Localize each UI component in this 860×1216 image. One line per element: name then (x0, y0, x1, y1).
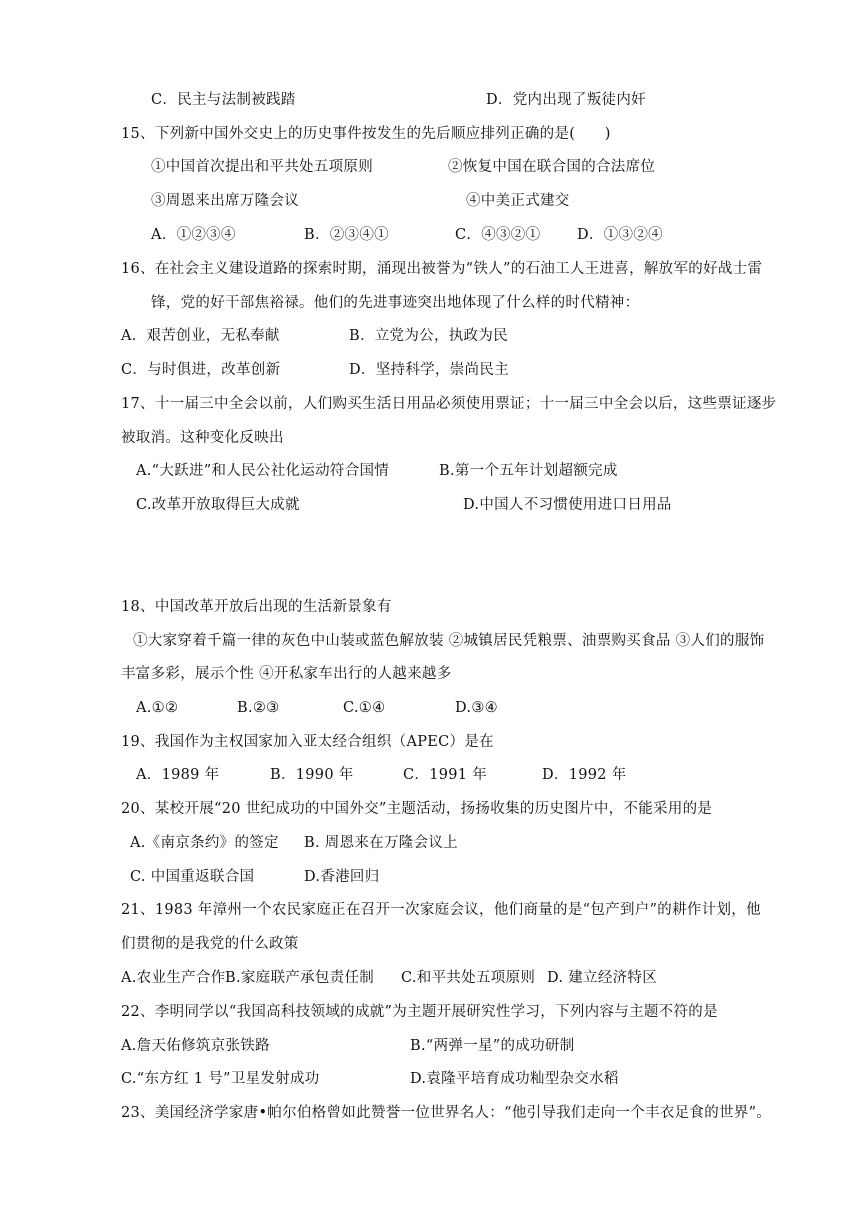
q21-stem-line-2: 们贯彻的是我党的什么政策 (121, 936, 299, 952)
q19-stem: 19、我国作为主权国家加入亚太经合组织（APEC）是在 (121, 734, 494, 750)
q15-item-2: ②恢复中国在联合国的合法席位 (448, 159, 656, 175)
q21-option-b: B.家庭联产承包责任制 (225, 970, 375, 986)
q19-option-c: C．1991 年 (403, 767, 488, 783)
q18-items-line-2: 丰富多彩，展示个性 ④开私家车出行的人越来越多 (121, 666, 452, 682)
q16-option-a: A．艰苦创业，无私奉献 (121, 328, 280, 344)
q17-option-b: B.第一个五年计划超额完成 (439, 463, 618, 479)
q21-stem-line-1: 21、1983 年漳州一个农民家庭正在召开一次家庭会议，他们商量的是“包产到户”的耕作计划，他 (121, 902, 761, 918)
q20-option-d: D.香港回归 (304, 869, 380, 885)
q19-option-d: D．1992 年 (542, 767, 627, 783)
q18-items-line-1: ①大家穿着千篇一律的灰色中山装或蓝色解放装 ②城镇居民凭粮票、油票购买食品 ③人们的服饰 (133, 633, 765, 649)
q23-stem: 23、美国经济学家唐•帕尔伯格曾如此赞誉一位世界名人：“他引导我们走向一个丰衣足食的世界”。 (121, 1105, 772, 1121)
q15-item-3: ③周恩来出席万隆会议 (151, 193, 299, 209)
q22-option-d: D.袁隆平培育成功籼型杂交水稻 (410, 1071, 619, 1087)
q16-option-c: C．与时俱进，改革创新 (121, 362, 281, 378)
q15-option-c: C．④③②① (455, 227, 541, 243)
q18-option-c: C.①④ (343, 700, 386, 716)
q18-option-a: A.①② (136, 700, 179, 716)
q22-option-b: B.“两弹一星”的成功研制 (410, 1038, 575, 1054)
q22-option-a: A.詹天佑修筑京张铁路 (121, 1038, 270, 1054)
q14-option-c: C．民主与法制被践踏 (151, 92, 296, 108)
q21-option-c: C.和平共处五项原则 (401, 970, 536, 986)
q15-option-d: D．①③②④ (577, 227, 663, 243)
q20-option-b: B. 周恩来在万隆会议上 (304, 835, 458, 851)
q21-option-d: D. 建立经济特区 (547, 970, 658, 986)
q18-option-b: B.②③ (237, 700, 280, 716)
q16-option-d: D．坚持科学，崇尚民主 (349, 362, 509, 378)
q17-stem-line-1: 17、十一届三中全会以前，人们购买生活日用品必须使用票证；十一届三中全会以后，这些票证逐步 (121, 396, 777, 412)
q15-option-a: A．①②③④ (151, 227, 236, 243)
q16-stem-line-2: 锋，党的好干部焦裕禄。他们的先进事迹突出地体现了什么样的时代精神： (151, 295, 640, 311)
q17-option-a: A.“大跃进”和人民公社化运动符合国情 (136, 463, 390, 479)
q18-option-d: D.③④ (455, 700, 498, 716)
q17-option-d: D.中国人不习惯使用进口日用品 (463, 497, 672, 513)
q19-option-a: A．1989 年 (136, 767, 220, 783)
q14-option-d: D．党内出现了叛徒内奸 (486, 92, 646, 108)
q21-option-a: A.农业生产合作 (121, 970, 226, 986)
q16-option-b: B．立党为公，执政为民 (349, 328, 508, 344)
q15-option-b: B．②③④① (304, 227, 389, 243)
q15-item-4: ④中美正式建交 (466, 193, 570, 209)
q22-stem: 22、李明同学以“我国高科技领域的成就”为主题开展研究性学习，下列内容与主题不符的是 (121, 1004, 718, 1020)
q20-stem: 20、某校开展“20 世纪成功的中国外交”主题活动，扬扬收集的历史图片中，不能采用的是 (121, 801, 713, 817)
q18-stem: 18、中国改革开放后出现的生活新景象有 (121, 599, 392, 615)
q22-option-c: C.“东方红 1 号”卫星发射成功 (121, 1071, 320, 1087)
q15-stem: 15、下列新中国外交史上的历史事件按发生的先后顺应排列正确的是( ) (121, 126, 611, 142)
q20-option-a: A.《南京条约》的签定 (130, 835, 279, 851)
q17-stem-line-2: 被取消。这种变化反映出 (121, 430, 284, 446)
q17-option-c: C.改革开放取得巨大成就 (136, 497, 300, 513)
q16-stem-line-1: 16、在社会主义建设道路的探索时期，涌现出被誉为“铁人”的石油工人王进喜，解放军的好战士雷 (121, 261, 763, 277)
q20-option-c: C. 中国重返联合国 (130, 869, 255, 885)
q19-option-b: B．1990 年 (270, 767, 354, 783)
q15-item-1: ①中国首次提出和平共处五项原则 (151, 159, 373, 175)
